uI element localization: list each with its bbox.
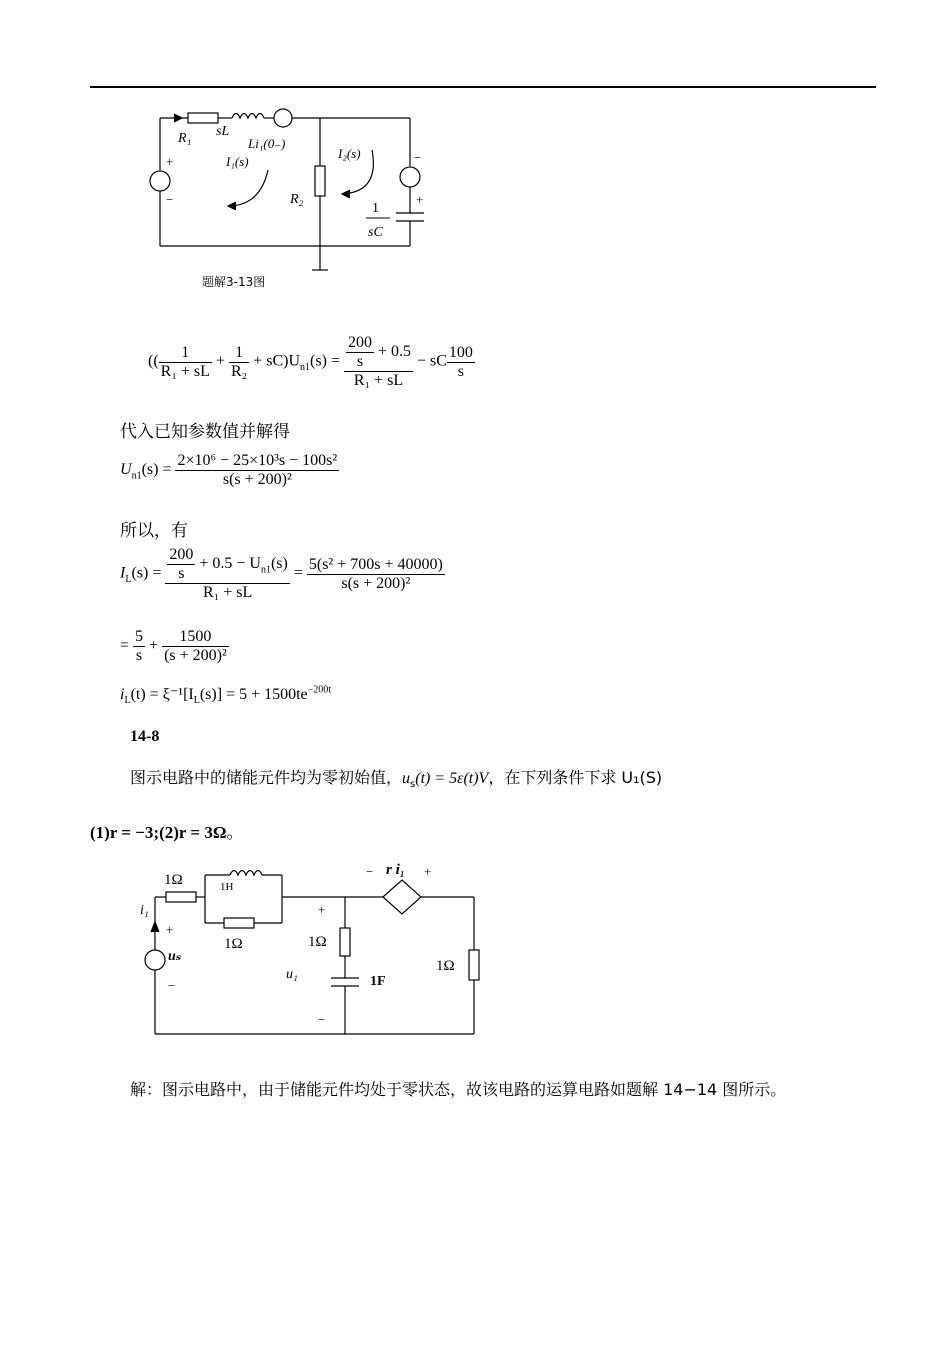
label-us: uₛ — [168, 949, 182, 964]
label-r-middle: 1Ω — [308, 934, 327, 950]
minus-dep: − — [366, 864, 374, 879]
problem-statement: 图示电路中的储能元件均为零初始值，$u_s(t) = 5\varepsilon(t)V$，在下列条件下求 U₁(S) — [130, 768, 663, 791]
minus-left: − — [166, 192, 174, 207]
equation-4: = $\frac{5}{s}$ + $\frac{1500}{\text{(s + 200)²}}$ — [120, 628, 227, 664]
plus-right: + — [416, 192, 424, 207]
text-therefore: 所以，有 — [120, 521, 188, 541]
label-r-series: 1Ω — [164, 872, 183, 888]
plus-u1: + — [318, 902, 326, 917]
plus-dep: + — [424, 864, 432, 879]
label-sl: sL — [216, 124, 230, 139]
label-i1: I₁(s) — [226, 154, 249, 169]
equation-1: (( $\frac{1}{\text{R₁ + sL}}$ + $\frac{1}{\text{R₂}}$ + $sC)U_{n1}(s)$ = $\frac{200}{s}$ + 0.5 R₁ + sL − sC $\frac{100}{s}$ — [148, 334, 473, 389]
label-capacitor: 1F — [370, 974, 386, 989]
plus-source: + — [166, 922, 174, 937]
label-i2: I₂(s) — [338, 146, 361, 161]
solution-text: 解：图示电路中，由于储能元件均处于零状态，故该电路的运算电路如题解 14−14 图所示。 — [130, 1080, 787, 1099]
label-dependent-source: r i₁ — [386, 862, 405, 878]
label-r2: R₂ — [290, 192, 304, 207]
label-r-right: 1Ω — [436, 958, 455, 974]
label-r-parallel: 1Ω — [224, 936, 243, 952]
label-r1: R₁ — [178, 131, 192, 146]
equation-5: $i_L(t) = \xi^{-1}[I_L(s)] = 5 + 1500te^{-200t}$ — [120, 684, 332, 707]
label-i1: i₁ — [140, 903, 149, 918]
label-u1: u₁ — [286, 967, 298, 982]
problem-heading: 14-8 — [130, 728, 160, 745]
label-inductor: 1H — [220, 881, 234, 893]
text-substitute: 代入已知参数值并解得 — [120, 422, 290, 442]
label-li1: Li₁(0₋) — [248, 136, 286, 151]
figure-caption-1: 题解3-13图 — [202, 275, 266, 289]
minus-source: − — [168, 978, 176, 993]
label-one: 1 — [372, 201, 379, 216]
minus-u1: − — [318, 1012, 326, 1027]
plus-left: + — [166, 154, 174, 169]
label-sc: sC — [368, 225, 383, 240]
minus-right: − — [414, 150, 422, 165]
equation-2: $U_{n1}(s)$ = $\frac{\text{2×10⁶ − 25×10³s − 100s²}}{\text{s(s + 200)²}}$ — [120, 452, 338, 488]
equation-3: $I_L(s)$ = $\frac{200}{s}$ + $0.5 - U_{n1}(s)$ R₁ + sL = $\frac{\text{5(s² + 700s + 40000)}}{\text{s(s + 200)²}}$ — [120, 546, 443, 601]
problem-conditions: (1)r = −3;(2)r = 3Ω。 — [90, 823, 244, 843]
